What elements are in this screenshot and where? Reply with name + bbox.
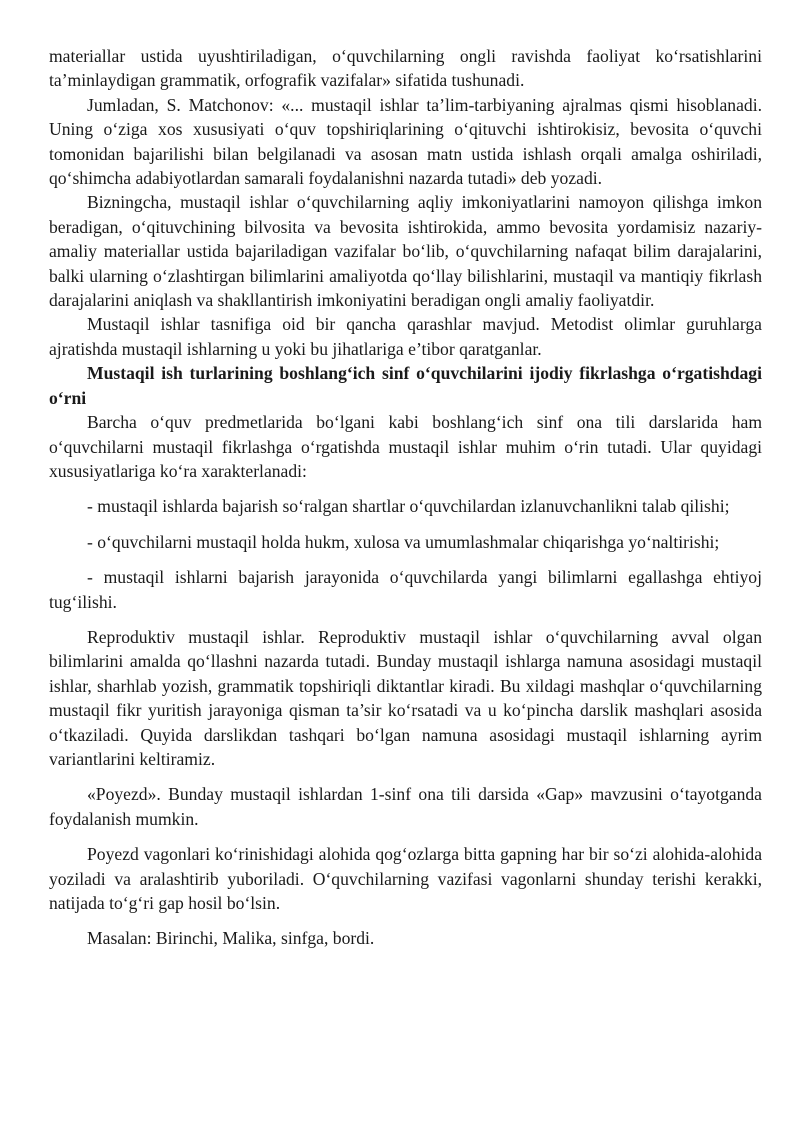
paragraph-intro: Barcha o‘quv predmetlarida bo‘lgani kabi boshlang‘ich sinf ona tili darslarida ham o‘quvchilarni mustaqil fikrlashga o‘rgatishda mustaqil ishlar muhim o‘rin tutadi. Ular quyidagi xususiyatlariga ko‘ra xarakterlanadi:	[49, 412, 762, 481]
paragraph-poyezd-description: Poyezd vagonlari ko‘rinishidagi alohida qog‘ozlarga bitta gapning har bir so‘zi alohida-alohida yoziladi va aralashtirib yuboriladi. O‘quvchilarning vazifasi vagonlarni shunday terishi kerakki, natijada to‘g‘ri gap hosil bo‘lsin.	[49, 844, 762, 913]
list-item: - mustaqil ishlarni bajarish jarayonida o‘quvchilarda yangi bilimlarni egallashga ehtiyoj tug‘ilishi.	[49, 567, 762, 612]
paragraph-matchonov-quote: Jumladan, S. Matchonov: «... mustaqil ishlar ta’lim-tarbiyaning ajralmas qismi hisoblanadi. Uning o‘ziga xos xususiyati o‘quv topshiriqlarining o‘qituvchi ishtirokisiz, bevosita o‘quvchi tomonidan bajarilishi bilan belgilanadi va asosan matn ustida ishlash orqali amalga oshiriladi, qo‘shimcha adabiyotlardan samarali foydalanishni nazarda tutadi» deb yozadi.	[49, 94, 762, 189]
paragraph-definition: Bizningcha, mustaqil ishlar o‘quvchilarning aqliy imkoniyatlarini namoyon qilishga imkon beradigan, o‘qituvchining bilvosita va bevosita ishtirokida, ammo bevosita yordamisiz nazariy-amaliy materiallar ustida bajariladigan vazifalar bo‘lib, o‘quvchilarning nafaqat bilim darajalarini, balki ularning o‘zlashtirgan bilimlarini amaliyotda qo‘llay bilishlarini, mustaqil va mantiqiy fikrlash darajalarini aniqlash va shakllantirish imkoniyatini beradigan ongli amaliy faoliyatdir.	[49, 192, 762, 311]
paragraph-classification: Mustaqil ishlar tasnifiga oid bir qancha qarashlar mavjud. Metodist olimlar guruhlarga ajratishda mustaqil ishlarning u yoki bu jihatlariga e’tibor qaratganlar.	[49, 314, 762, 359]
section-heading: Mustaqil ish turlarining boshlang‘ich sinf o‘quvchilarini ijodiy fikrlashga o‘rgatishdagi o‘rni	[49, 363, 762, 408]
paragraph-example: Masalan: Birinchi, Malika, sinfga, bordi.	[87, 928, 375, 949]
paragraph-continuation: materiallar ustida uyushtiriladigan, o‘quvchilarning ongli ravishda faoliyat ko‘rsatishlarini ta’minlaydigan grammatik, orfografik vazifalar» sifatida tushunadi.	[49, 46, 762, 91]
list-item: - mustaqil ishlarda bajarish so‘ralgan shartlar o‘quvchilardan izlanuvchanlikni talab qilishi;	[87, 496, 730, 517]
paragraph-poyezd: «Poyezd». Bunday mustaqil ishlardan 1-sinf ona tili darsida «Gap» mavzusini o‘tayotganda foydalanish mumkin.	[49, 784, 762, 829]
paragraph-reproductive: Reproduktiv mustaqil ishlar. Reproduktiv mustaqil ishlar o‘quvchilarning avval olgan bilimlarini amalda qo‘llashni nazarda tutadi. Bunday mustaqil ishlarga namuna asosidagi mustaqil ishlar, sharhlab yozish, grammatik topshiriqli diktantlar kiradi. Bu xildagi mashqlar o‘quvchilarning mustaqil fikr yuritish jarayoniga qisman ta’sir ko‘rsatadi va u ko‘pincha darslik mashqlari asosida o‘tkaziladi. Quyida darslikdan tashqari bo‘lgan namuna asosidagi mustaqil ishlarning ayrim variantlarini keltiramiz.	[49, 626, 762, 769]
list-item: - o‘quvchilarni mustaqil holda hukm, xulosa va umumlashmalar chiqarishga yo‘naltirishi;	[87, 531, 720, 552]
